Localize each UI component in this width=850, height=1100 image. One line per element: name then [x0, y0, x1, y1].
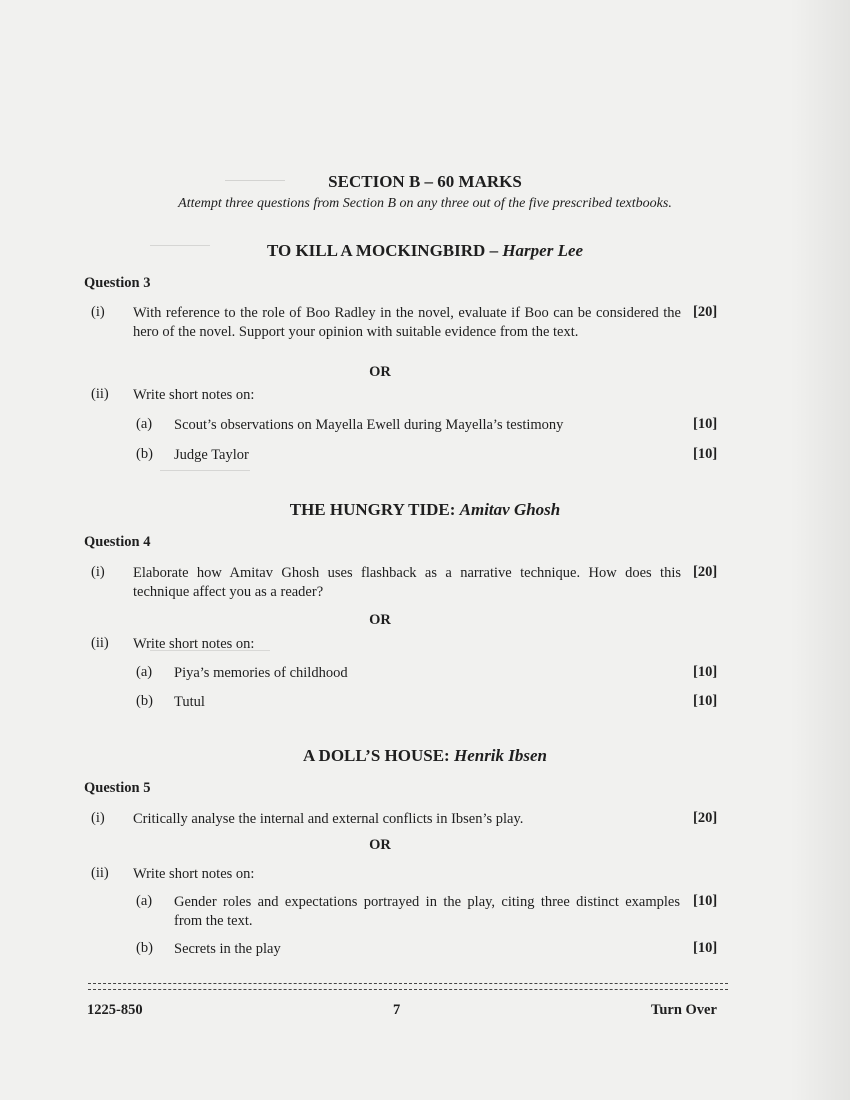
scan-edge-shadow: [790, 0, 850, 1100]
sub-question-text: Scout’s observations on Mayella Ewell during Mayella’s testimony: [174, 417, 564, 433]
question-text: Write short notes on:: [133, 866, 255, 882]
marks-label: [10]: [693, 693, 718, 709]
book-title-text: TO KILL A MOCKINGBIRD –: [266, 241, 503, 260]
sub-question-text: Secrets in the play: [174, 941, 281, 957]
book-title-dolls-house: [40, 746, 810, 766]
marks-label: [10]: [693, 416, 718, 432]
turn-over-label: Turn Over: [651, 1002, 717, 1018]
or-divider: OR: [369, 612, 391, 628]
marks-label: [10]: [693, 893, 718, 909]
question-text: With reference to the role of Boo Radley in the novel, evaluate if Boo can be considered the hero of the novel. Support your opinion with suitable evidence from the text.: [133, 305, 681, 340]
book-author: Henrik Ibsen: [453, 746, 548, 765]
book-author: Harper Lee: [502, 241, 584, 260]
footer-rule: [88, 989, 728, 990]
sub-question-text: Judge Taylor: [174, 447, 249, 463]
sub-part-number: (a): [136, 664, 153, 680]
part-number: (i): [91, 564, 105, 580]
question-text: Critically analyse the internal and external conflicts in Ibsen’s play.: [133, 811, 524, 827]
or-divider: OR: [369, 364, 391, 380]
question-label: Question 3: [84, 275, 151, 291]
book-title-text: THE HUNGRY TIDE:: [289, 500, 460, 519]
section-instruction: Attempt three questions from Section B on any three out of the five prescribed textbooks.: [178, 196, 672, 211]
marks-label: [10]: [693, 446, 718, 462]
footer-rule: [88, 983, 728, 984]
book-title-hungry-tide: [40, 500, 810, 520]
marks-label: [10]: [693, 664, 718, 680]
question-text: Elaborate how Amitav Ghosh uses flashback as a narrative technique. How does this technique affect you as a reader?: [133, 565, 681, 600]
sub-part-number: (a): [136, 893, 153, 909]
part-number: (ii): [91, 865, 109, 881]
part-number: (i): [91, 304, 105, 320]
question-text: Write short notes on:: [133, 387, 255, 403]
marks-label: [10]: [693, 940, 718, 956]
sub-part-number: (a): [136, 416, 153, 432]
sub-question-text: Gender roles and expectations portrayed in the play, citing three distinct examples from the text.: [174, 894, 680, 929]
part-number: (ii): [91, 635, 109, 651]
sub-question-text: Tutul: [174, 694, 205, 710]
part-number: (ii): [91, 386, 109, 402]
book-title-text: A DOLL’S HOUSE:: [302, 746, 454, 765]
bleed-through-mark: [160, 470, 250, 479]
paper-code: 1225-850: [87, 1002, 143, 1018]
sub-part-number: (b): [136, 940, 153, 956]
marks-label: [20]: [693, 810, 718, 826]
sub-part-number: (b): [136, 446, 153, 462]
marks-label: [20]: [693, 564, 718, 580]
question-label: Question 5: [84, 780, 151, 796]
question-text: Write short notes on:: [133, 636, 255, 652]
sub-question-text: Piya’s memories of childhood: [174, 665, 348, 681]
book-title-mockingbird: [40, 241, 810, 261]
marks-label: [20]: [693, 304, 718, 320]
section-heading: SECTION B – 60 MARKS: [328, 172, 522, 191]
book-author: Amitav Ghosh: [459, 500, 561, 519]
part-number: (i): [91, 810, 105, 826]
page-number: 7: [393, 1002, 401, 1018]
or-divider: OR: [369, 837, 391, 853]
sub-part-number: (b): [136, 693, 153, 709]
question-label: Question 4: [84, 534, 151, 550]
